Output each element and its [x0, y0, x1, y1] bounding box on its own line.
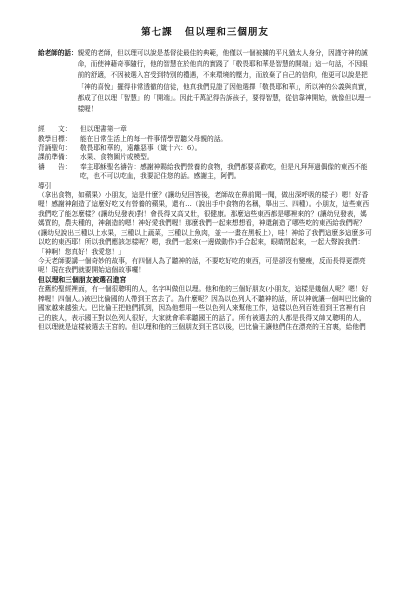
- meta-key: 經 文：: [38, 125, 72, 134]
- meta-row: [38, 135, 372, 144]
- meta-key: 教學目標：: [38, 134, 72, 143]
- meta-key: 課前準備：: [38, 153, 72, 162]
- meta-row: [38, 153, 372, 162]
- lesson-title: [38, 24, 372, 38]
- intro-paragraph: （拿出食物，如蘋果）小朋友，這是什麼？(讓幼兒回答後，老師故在鼻前聞一聞，做出深呼吸的樣子）嗯！好香喔！感謝神創造了這麼好吃又有營養的蘋果，還有…（說出手中食物的名稱，舉出三、四種）。小朋友，這些東西我們吃了能怎麼樣？(讓幼兒發表)對！會長得又高又壯，很健康。那麼這些東西都是哪裡來的？(讓幼兒發表，媽媽買的，農夫種的，神創造的嗯！神好愛我們喔！那麼我們一起來想想看，神還創造了哪些吃的東西給我們呢？(讓幼兒說出三種以上水果，三種以上蔬菜，三種以上魚肉，並一一畫在黑板上），哇！神給了我們這麼多這麼多可以吃的東西耶！所以我們應該怎樣呢？嗯，我們一起來(一邊做動作)手合起來，眼睛閉起來，一起大聲說我們：「神啊！您真好！我愛您！」: [38, 191, 372, 256]
- lesson-body: [38, 182, 372, 333]
- teacher-note-label: 給老師的話：: [38, 49, 78, 57]
- meta-key: 背誦聖句：: [38, 144, 72, 153]
- bridge-paragraph: 今天老師要講一個奇妙的故事，有四個人為了聽神的話，不要吃好吃的東西，可是卻沒有變瘦，反而長得更漂亮呢！現在我們就要開始這個故事囉！: [38, 256, 366, 275]
- teacher-note: [38, 48, 372, 115]
- story-paragraph: 在舊約聖經裡面，有一個很聰明的人，名字叫做但以理。他和他的三個好朋友(小朋友，這樣是幾個人呢？嗯！好棒喔！四個人。)被巴比倫國的人帶到王宮去了。為什麼呢？因為以色列人不聽神的話，所以神就讓一個叫巴比倫的國家越來越強大。巴比倫王把他們抓到，因為他想用一些以色列人來幫他工作，這樣以色列百姓看到王宮裡有自己的族人，表示國王對以色列人很好，大家就會乖乖聽國王的話了。所有被選去的人都是長得又帥又聰明的人，但以理就是這樣被選去王宮的。但以理和他的三個朋友到王宮以後，巴比倫王讓他們住在漂亮的王宮裏，給他們: [38, 285, 372, 331]
- meta-row: [38, 125, 372, 134]
- story-heading: 但以理和三個朋友被選召進宮: [38, 275, 127, 284]
- meta-value: 敬畏耶和華的，遠離惡事（箴十六：6）。: [80, 144, 202, 153]
- meta-key: 禱 告：: [38, 162, 72, 171]
- meta-value: 水果、食物圖片或模型。: [80, 153, 154, 162]
- teacher-note-text: 親愛的老師，但以理可以說是基督徒最佳的典範，他僅以一個被擄的平凡猶太人身分，因謹守神的誡命，而使神藉奇事隨行，他的智慧在於他真的實踐了「敬畏耶和華是智慧的開端」這一句話，不因眼前的舒適，不因被選入宮受到特別的禮遇，不來環境的壓力，而放棄了自己的信仰，他更可以說是把「神的喜悅」擺得非常透徹的信徒，他真我們見證了因他選擇「敬畏耶和華」，所以神的公義與真實，都成了但以理「智慧」的「開端」。因此千萬記得告訴孩子，要得智慧，從信靠神開始，就像但以理一樣喔！: [77, 49, 371, 114]
- meta-value: 但以理書第一章: [80, 125, 127, 134]
- lesson-meta: [38, 125, 372, 181]
- lesson-number: 第七課: [141, 27, 173, 38]
- intro-label: 導引: [38, 181, 52, 190]
- lesson-name: 但以理和三個朋友: [184, 27, 269, 38]
- meta-value: 能在日常生活上的每一件事情學習聽父母親的話。: [80, 134, 228, 143]
- meta-row: [38, 163, 372, 182]
- meta-value: 奉主耶穌聖名禱告：感謝神賜給我們營養的食物，我們都要喜歡吃，但是凡拜拜過偶像的東西不能吃，也不可以吃血，我要記住您的話。感謝主，阿們。: [80, 162, 368, 181]
